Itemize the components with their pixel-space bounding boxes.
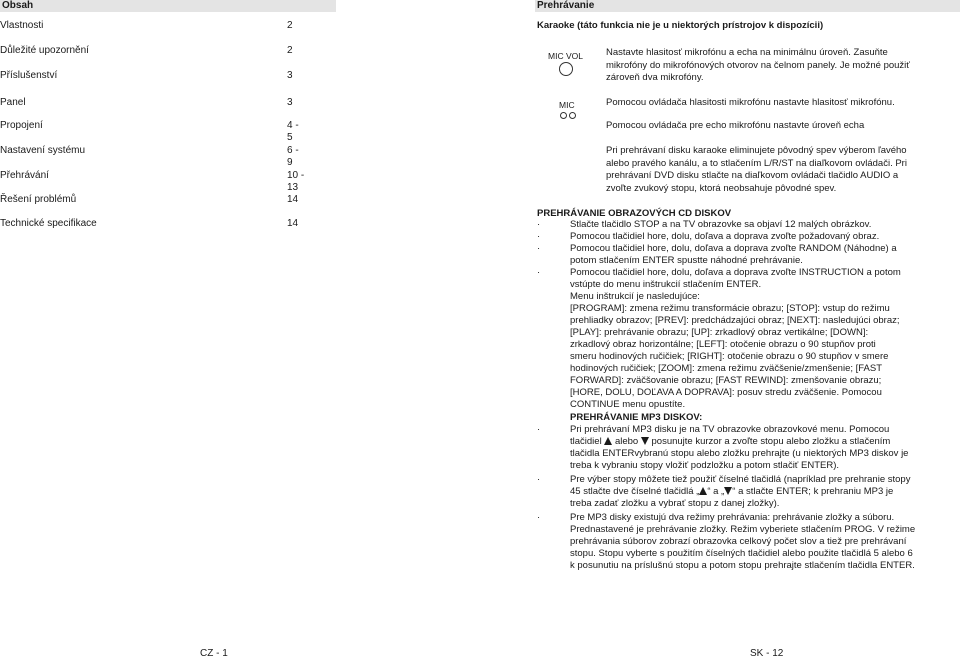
menu-line: [HORE, DOLU, DOĽAVA A DOPRAVA]: posuv stredu zväčšenie. Pomocou <box>570 387 882 398</box>
toc-entry-title: Řešení problémů <box>0 194 77 205</box>
list-item-text: k posunutiu na príslušnú stopu a potom stopu prehrajte stlačením tlačidla ENTER. <box>570 560 915 571</box>
list-item-text: tlačidla ENTERvybranú stopu alebo zložku prehrajte (u niektorých MP3 diskov je <box>570 448 909 459</box>
list-item-text: Pre MP3 disky existujú dva režimy prehrávania: prehrávanie zložky a súboru. <box>570 512 895 523</box>
mic-text-1: Pomocou ovládača hlasitosti mikrofónu nastavte hlasitosť mikrofónu. <box>606 97 895 108</box>
toc-entry-page: 14 <box>287 194 299 205</box>
toc-entry-page: 2 <box>287 45 293 56</box>
list-item-text: Pomocou tlačidiel hore, dolu, doľava a doprava zvoľte INSTRUCTION a potom <box>570 267 901 278</box>
menu-line: FORWARD]: zväčšovanie obrazu; [FAST REWIND]: zmenšovanie obrazu; <box>570 375 882 386</box>
left-footer-page: CZ - 1 <box>200 648 228 659</box>
bullet-mark: · <box>537 243 541 254</box>
list-item-text: Stlačte tlačidlo STOP a na TV obrazovke sa objaví 12 malých obrázkov. <box>570 219 872 230</box>
bullet-mark: · <box>537 231 541 242</box>
karaoke-line: prehrávaní DVD disku stlačte na diaľkovom ovládači tlačidlo AUDIO a <box>606 170 899 181</box>
toc-entry-title: Přehrávání <box>0 170 49 181</box>
toc-entry-page: 6 - 9 <box>287 145 299 168</box>
toc-entry-title: Důležité upozornění <box>0 45 89 56</box>
menu-line: [PLAY]: prehrávanie obrazu; [UP]: zrkadlový obraz vertikálne; [DOWN]: <box>570 327 869 338</box>
mic-vol-line: mikrofóny do mikrofónových otvorov na čelnom panely. Je možné použiť <box>606 59 910 71</box>
mic-label: MIC <box>559 100 575 110</box>
mp3-text: posunujte kurzor a zvoľte stopu alebo zložku a stlačením <box>651 436 891 447</box>
toc-entry-page: 3 <box>287 70 293 81</box>
list-item-text: Pre výber stopy môžete tiež použiť číselné tlačidlá (napríklad pre prehranie stopy <box>570 474 911 485</box>
mic-jack-1-icon <box>560 112 567 119</box>
bullet-mark: · <box>537 267 541 278</box>
mp3-text: “ a stlačte ENTER; k prehraniu MP3 je <box>732 486 894 497</box>
bullet-mark: · <box>537 474 541 485</box>
cd-heading: PREHRÁVANIE OBRAZOVÝCH CD DISKOV <box>537 208 732 219</box>
mic-vol-text <box>606 47 956 85</box>
mic-vol-knob-icon <box>559 62 573 76</box>
mp3-text: tlačidiel <box>570 436 602 447</box>
menu-intro: Menu inštrukcií je nasledujúce: <box>570 291 700 302</box>
toc-entry-title: Propojení <box>0 120 43 131</box>
mic-text-2: Pomocou ovládača pre echo mikrofónu nastavte úroveň echa <box>606 120 865 131</box>
left-header-bar <box>0 0 336 12</box>
mic-vol-line: zároveň dva mikrofóny. <box>606 72 704 83</box>
left-header-title: Obsah <box>2 0 34 11</box>
list-item-text: prehrávania súborov zobrazí obrazovka celkový počet slov a tiež pre prehrávaní <box>570 536 907 547</box>
list-item-text: Prednastavené je prehrávanie zložky. Režim vyberiete stlačením PROG. V režime <box>570 524 916 535</box>
toc-entry-title: Nastavení systému <box>0 145 86 156</box>
mp3-heading: PREHRÁVANIE MP3 DISKOV: <box>570 412 703 423</box>
down-arrow-icon <box>641 437 649 445</box>
toc-entry-page: 10 - 13 <box>287 170 305 193</box>
toc-entry-title: Panel <box>0 97 26 108</box>
list-item-text: Pri prehrávaní MP3 disku je na TV obrazovke obrazovkové menu. Pomocou <box>570 424 890 435</box>
mic-vol-label: MIC VOL <box>548 51 583 61</box>
list-item-text: treba zadať zložku a vybrať stopu z danej zložky). <box>570 498 780 509</box>
bullet-mark: · <box>537 424 541 435</box>
mic-vol-line: Nastavte hlasitosť mikrofónu a echa na minimálnu úroveň. Zasuňte <box>606 47 888 58</box>
list-item-text: treba k vybraniu stopy vložiť podzložku a potom stlačiť ENTER). <box>570 460 840 471</box>
toc-entry-title: Technické specifikace <box>0 218 97 229</box>
karaoke-title: Karaoke (táto funkcia nie je u niektorých prístrojov k dispozícii) <box>537 20 824 31</box>
toc-entry-page: 3 <box>287 97 293 108</box>
menu-line: zrkadlový obraz horizontálne; [LEFT]: otočenie obrazu o 90 stupňov proti <box>570 339 876 350</box>
toc-entry-page: 4 - 5 <box>287 120 299 143</box>
list-item-text <box>570 436 960 448</box>
mic-jack-2-icon <box>569 112 576 119</box>
menu-instructions <box>570 303 960 411</box>
karaoke-line: Pri prehrávaní disku karaoke eliminujete pôvodný spev výberom ľavého <box>606 145 907 156</box>
mp3-text: 45 stlačte dve číselné tlačidlá „ <box>570 486 700 497</box>
karaoke-line: zvoľte zvukový stopu, ktorá neobsahuje pôvodné spev. <box>606 182 837 194</box>
toc-entry-title: Příslušenství <box>0 70 58 81</box>
right-header-bar <box>535 0 960 12</box>
menu-line: smeru hodinových ručičiek; [RIGHT]: otočenie obrazu o 90 stupňov v smere <box>570 351 889 362</box>
menu-line: prehliadky obrazov; [PREV]: predchádzajúci obraz; [NEXT]: nasledujúci obraz; <box>570 315 900 326</box>
bullet-mark: · <box>537 512 541 523</box>
list-item-text: Pomocou tlačidiel hore, dolu, doľava a doprava zvoľte požadovaný obraz. <box>570 231 880 242</box>
bullet-mark: · <box>537 219 541 230</box>
toc-entry-title: Vlastnosti <box>0 20 44 31</box>
list-item-text <box>570 486 960 498</box>
list-item-text: stopu. Stopu vyberte s použitím číselných tlačidiel alebo použite tlačidlá 5 alebo 6 <box>570 548 913 559</box>
mp3-text: “ a „ <box>707 486 725 497</box>
mp3-text: alebo <box>614 436 639 447</box>
toc-entry-page: 2 <box>287 20 293 31</box>
list-item-text: potom stlačením ENTER spustte náhodné prehrávanie. <box>570 255 803 266</box>
right-footer-page: SK - 12 <box>750 648 784 659</box>
karaoke-line: alebo pravého kanálu, a to stlačením L/R/ST na diaľkovom ovládači. Pri <box>606 157 907 169</box>
karaoke-paragraph <box>606 145 956 195</box>
right-header-title: Prehrávanie <box>537 0 595 11</box>
toc-entry-page: 14 <box>287 218 299 229</box>
menu-line: [PROGRAM]: zmena režimu transformácie obrazu; [STOP]: vstup do režimu <box>570 303 890 314</box>
list-item-text: vstúpte do menu inštrukcií stlačením ENTER. <box>570 279 762 290</box>
menu-line: CONTINUE menu opustíte. <box>570 399 686 410</box>
up-arrow-icon <box>604 437 612 445</box>
menu-line: hodinových ručičiek; [ZOOM]: zmena režimu zväčšenie/zmenšenie; [FAST <box>570 363 883 374</box>
list-item-text: Pomocou tlačidiel hore, dolu, doľava a doprava zvoľte RANDOM (Náhodne) a <box>570 243 897 254</box>
